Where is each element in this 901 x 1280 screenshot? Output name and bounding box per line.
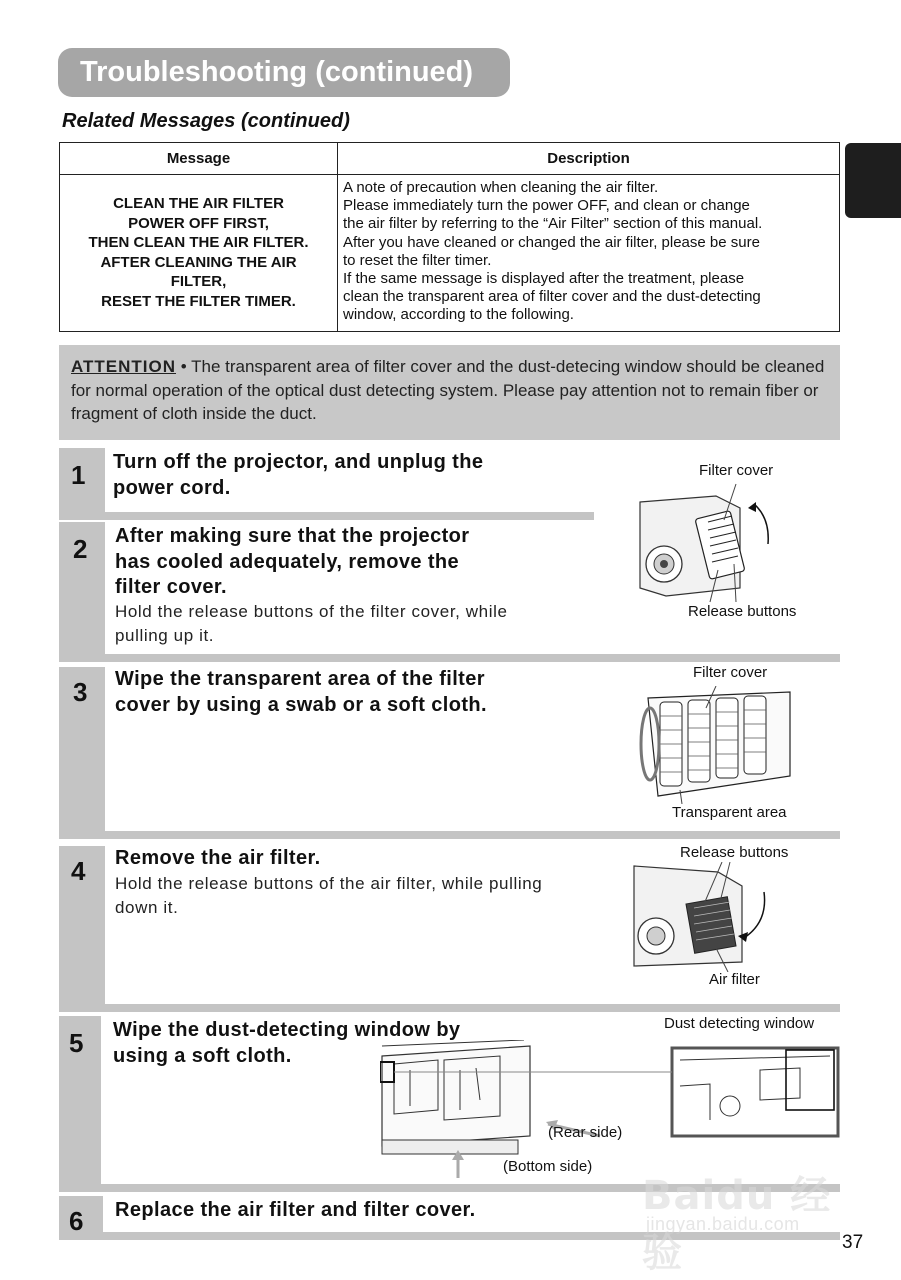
- step-heading-line: using a soft cloth.: [113, 1044, 292, 1067]
- description-line: Please immediately turn the power OFF, and clean or change: [343, 197, 750, 215]
- section-subheading: (continued): [240, 110, 350, 132]
- step-heading-line: Remove the air filter.: [115, 847, 321, 869]
- header-description: Description: [338, 143, 840, 175]
- step-heading: [113, 450, 593, 501]
- description-line: the air filter by referring to the “Air Filter” section of this manual.: [343, 215, 763, 233]
- messages-table: [59, 142, 840, 332]
- caption-filter-cover-2: Filter cover: [693, 664, 768, 681]
- description-line: After you have cleaned or changed the air filter, please be sure: [343, 233, 760, 251]
- step-number: 5: [69, 1028, 84, 1058]
- message-line: RESET THE FILTER TIMER.: [101, 292, 296, 310]
- step-heading: [115, 846, 595, 872]
- description-line: A note of precaution when cleaning the air filter.: [343, 179, 659, 196]
- step-heading: [115, 1198, 615, 1224]
- step-heading-line: After making sure that the projector: [115, 525, 470, 547]
- filter-cover-illustration: [630, 686, 800, 804]
- description-line: window, according to the following.: [343, 306, 574, 324]
- step-heading-line: Replace the air filter and filter cover.: [115, 1199, 476, 1221]
- caption-air-filter: Air filter: [709, 971, 760, 988]
- step-heading-line: cover by using a swab or a soft cloth.: [115, 693, 487, 716]
- step-bar-bottom: [59, 512, 594, 520]
- header-message: Message: [60, 143, 338, 175]
- description-line: to reset the filter timer.: [343, 251, 492, 269]
- step-heading-line: filter cover.: [115, 576, 227, 598]
- step-heading-line: Wipe the transparent area of the filter: [115, 668, 485, 690]
- caption-release-buttons: Release buttons: [688, 603, 797, 620]
- chapter-tab: [845, 143, 901, 218]
- table-row: [60, 175, 840, 332]
- step-heading: [115, 667, 595, 718]
- step-heading-line: Wipe the dust-detecting window by: [113, 1019, 461, 1041]
- step-body: [115, 600, 595, 648]
- description-cell: [338, 175, 840, 332]
- caption-transparent-area: Transparent area: [672, 804, 787, 821]
- air-filter-illustration: [632, 862, 782, 972]
- message-line: THEN CLEAN THE AIR FILTER.: [88, 234, 309, 252]
- description-line: clean the transparent area of filter cover and the dust-detecting: [343, 288, 761, 306]
- step-body-line: pulling up it.: [115, 626, 215, 645]
- page-number: 37: [842, 1232, 864, 1253]
- step-number: 4: [71, 856, 86, 886]
- caption-dust-window: Dust detecting window: [664, 1015, 815, 1032]
- step-1: [59, 448, 594, 520]
- step-bar-bottom: [59, 654, 840, 662]
- step-body-line: down it.: [115, 898, 179, 917]
- message-cell: [60, 175, 338, 332]
- message-line: POWER OFF FIRST,: [128, 214, 269, 232]
- attention-box: [59, 345, 840, 440]
- section-heading-text: Related Messages: [62, 110, 236, 132]
- attention-label: ATTENTION: [71, 357, 177, 376]
- step-bar-bottom: [59, 1004, 840, 1012]
- caption-rear-side: (Rear side): [548, 1124, 623, 1141]
- attention-text: • The transparent area of filter cover and the dust-detecing window should be cleaned for normal operation of the optical dust detecting system. Please pay attention not to remain fiber or fragment of cloth inside the duct.: [71, 357, 825, 423]
- caption-release-buttons-2: Release buttons: [680, 844, 789, 861]
- step-body-line: Hold the release buttons of the filter cover, while: [115, 602, 508, 621]
- step-number: 6: [69, 1206, 84, 1236]
- message-line: FILTER,: [170, 273, 227, 291]
- caption-filter-cover: Filter cover: [699, 462, 774, 479]
- step-heading-line: Turn off the projector, and unplug the: [113, 451, 484, 473]
- watermark-url: jingyan.baidu.com: [646, 1214, 800, 1234]
- step-body: [115, 872, 595, 920]
- step-heading-line: has cooled adequately, remove the: [115, 550, 460, 573]
- step-heading-line: power cord.: [113, 476, 231, 499]
- description-line: If the same message is displayed after the treatment, please: [343, 270, 745, 288]
- message-line: AFTER CLEANING THE AIR: [100, 253, 297, 271]
- step-number: 1: [71, 460, 86, 490]
- message-line: CLEAN THE AIR FILTER: [113, 195, 284, 213]
- step-number: 3: [73, 677, 88, 707]
- table-header-row: [60, 143, 840, 175]
- step-body-line: Hold the release buttons of the air filter, while pulling: [115, 874, 543, 893]
- step-bar-bottom: [59, 831, 840, 839]
- watermark-brand: Baidu 经验: [642, 1173, 832, 1276]
- projector-filter-cover-illustration: [636, 478, 786, 606]
- page-title: Troubleshooting (continued): [58, 48, 510, 97]
- section-heading: [62, 110, 350, 133]
- step-heading: [115, 524, 595, 601]
- caption-bottom-side: (Bottom side): [503, 1158, 593, 1175]
- step-number: 2: [73, 534, 88, 564]
